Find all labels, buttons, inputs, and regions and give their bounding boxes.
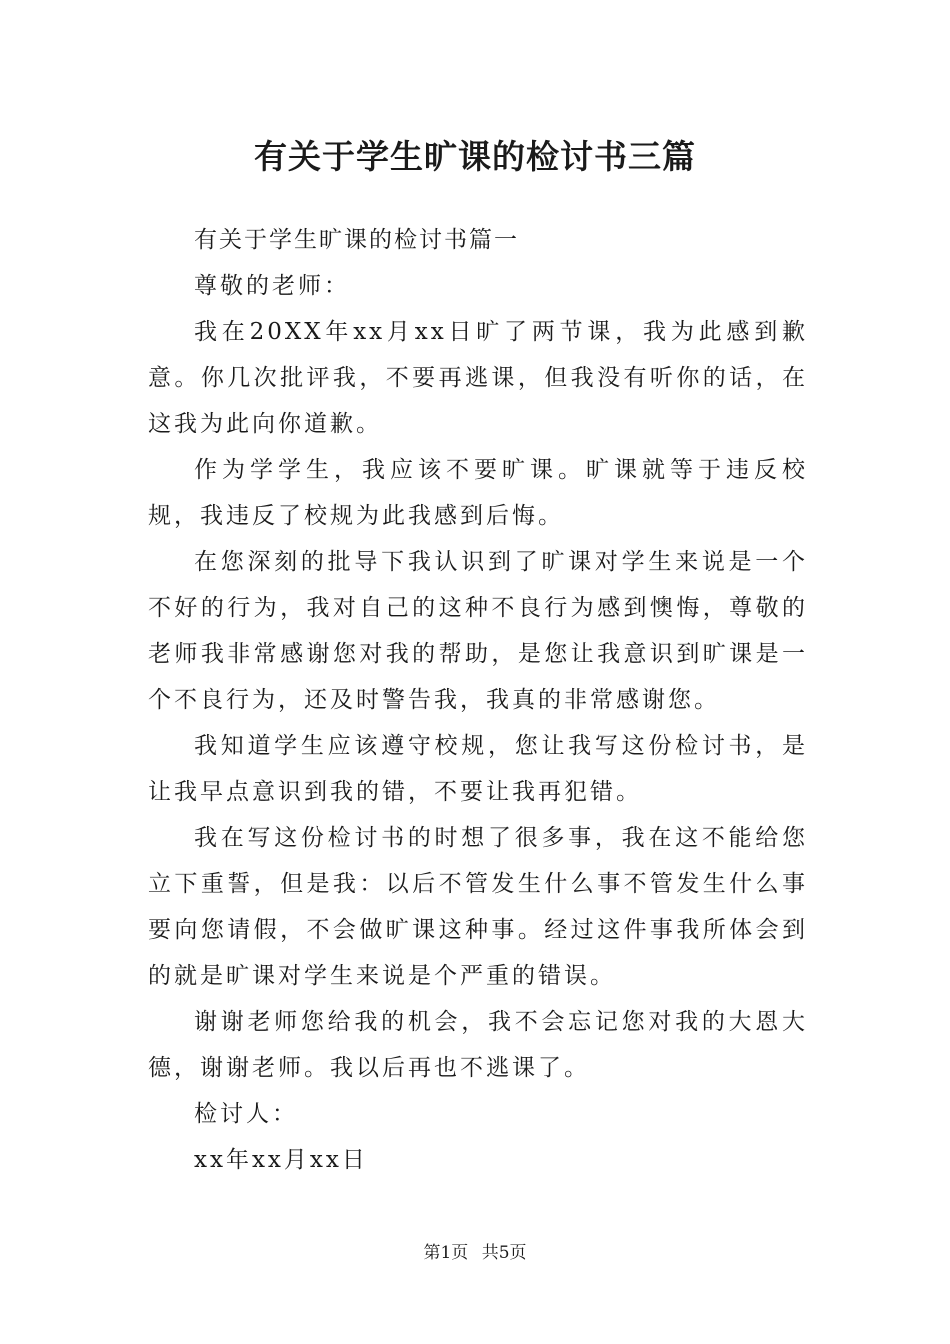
paragraph-4: 我知道学生应该遵守校规，您让我写这份检讨书，是让我早点意识到我的错，不要让我再犯错。	[148, 733, 808, 805]
paragraph-2: 作为学学生，我应该不要旷课。旷课就等于违反校规，我违反了校规为此我感到后悔。	[148, 457, 808, 529]
signer-line: 检讨人：	[194, 1101, 298, 1127]
paragraph-6: 谢谢老师您给我的机会，我不会忘记您对我的大恩大德，谢谢老师。我以后再也不逃课了。	[148, 1009, 808, 1081]
salutation: 尊敬的老师：	[194, 273, 350, 299]
page-number: 第1页	[423, 1243, 469, 1263]
paragraph-5: 我在写这份检讨书的时想了很多事，我在这不能给您立下重誓，但是我：以后不管发生什么事不管发生什么事要向您请假，不会做旷课这种事。经过这件事我所体会到的就是旷课对学生来说是个严重的错误。	[148, 825, 808, 989]
page-footer	[0, 1240, 950, 1266]
document-title: 有关于学生旷课的检讨书三篇	[254, 137, 696, 176]
paragraph-3: 在您深刻的批导下我认识到了旷课对学生来说是一个不好的行为，我对自己的这种不良行为感到懊悔，尊敬的老师我非常感谢您对我的帮助，是您让我意识到旷课是一个不良行为，还及时警告我，我真的非常感谢您。	[148, 549, 808, 713]
paragraph-1: 我在20XX年xx月xx日旷了两节课，我为此感到歉意。你几次批评我，不要再逃课，但我没有听你的话，在这我为此向你道歉。	[148, 319, 808, 437]
date-line: xx年xx月xx日	[194, 1147, 368, 1173]
section-heading: 有关于学生旷课的检讨书篇一	[194, 227, 519, 253]
document-body	[148, 217, 808, 1183]
page-total: 共5页	[481, 1243, 527, 1263]
